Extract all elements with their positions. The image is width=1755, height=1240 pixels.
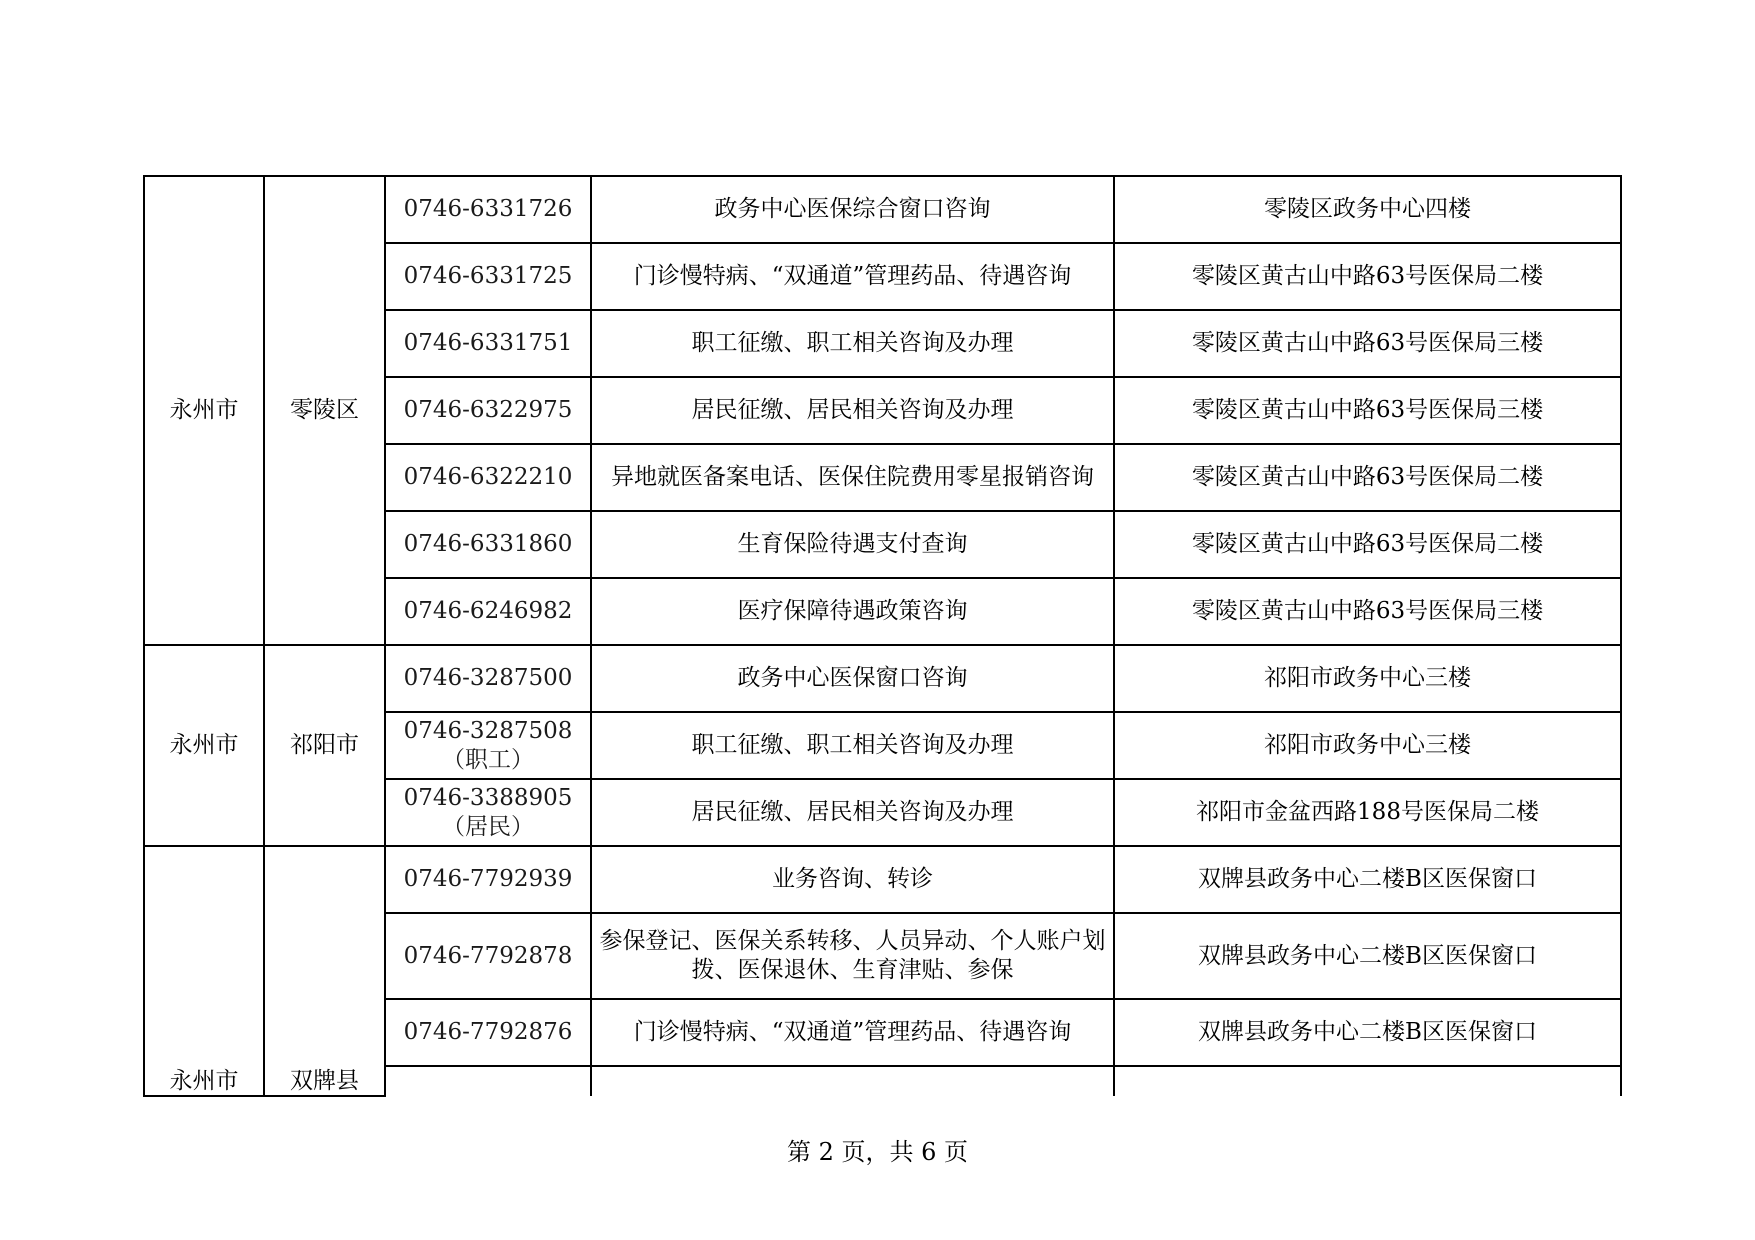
service-cell: 门诊慢特病、“双通道”管理药品、待遇咨询 <box>591 243 1114 310</box>
service-cell: 医疗保障待遇政策咨询 <box>591 578 1114 645</box>
phone-cell: 0746-7792876 <box>385 999 591 1066</box>
phone-cell: 0746-7792878 <box>385 913 591 999</box>
service-cell: 政务中心医保综合窗口咨询 <box>591 176 1114 243</box>
service-cell: 生育保险待遇支付查询 <box>591 511 1114 578</box>
service-cell: 异地就医备案电话、医保住院费用零星报销咨询 <box>591 444 1114 511</box>
page-number: 第 2 页，共 6 页 <box>786 1138 969 1166</box>
address-cell: 祁阳市政务中心三楼 <box>1114 712 1621 779</box>
address-cell: 零陵区黄古山中路63号医保局二楼 <box>1114 444 1621 511</box>
district-cell: 祁阳市 <box>264 645 385 846</box>
address-cell: 双牌县政务中心二楼B区医保窗口 <box>1114 846 1621 913</box>
table-row <box>144 176 1621 243</box>
phone-cell: 0746-7792939 <box>385 846 591 913</box>
service-cell: 参保登记、医保关系转移、人员异动、个人账户划拨、医保退休、生育津贴、参保 <box>591 913 1114 999</box>
table-row <box>144 846 1621 913</box>
contact-table <box>143 175 1622 1097</box>
district-cell: 双牌县 <box>264 846 385 1096</box>
service-cell: 居民征缴、居民相关咨询及办理 <box>591 779 1114 846</box>
phone-cell: 0746-3388905（居民） <box>385 779 591 846</box>
continued-cell <box>385 1066 591 1096</box>
district-cell: 零陵区 <box>264 176 385 645</box>
address-cell: 零陵区政务中心四楼 <box>1114 176 1621 243</box>
continued-cell <box>591 1066 1114 1096</box>
address-cell: 零陵区黄古山中路63号医保局三楼 <box>1114 578 1621 645</box>
phone-cell: 0746-6331860 <box>385 511 591 578</box>
service-cell: 职工征缴、职工相关咨询及办理 <box>591 712 1114 779</box>
service-cell: 业务咨询、转诊 <box>591 846 1114 913</box>
address-cell: 零陵区黄古山中路63号医保局二楼 <box>1114 243 1621 310</box>
city-cell: 永州市 <box>144 846 264 1096</box>
address-cell: 零陵区黄古山中路63号医保局三楼 <box>1114 310 1621 377</box>
phone-cell: 0746-6246982 <box>385 578 591 645</box>
city-cell: 永州市 <box>144 176 264 645</box>
address-cell: 祁阳市金盆西路188号医保局二楼 <box>1114 779 1621 846</box>
address-cell: 双牌县政务中心二楼B区医保窗口 <box>1114 913 1621 999</box>
table-viewport <box>143 175 1620 1094</box>
address-cell: 祁阳市政务中心三楼 <box>1114 645 1621 712</box>
continued-cell <box>1114 1066 1621 1096</box>
phone-cell: 0746-6322975 <box>385 377 591 444</box>
phone-cell: 0746-3287508（职工） <box>385 712 591 779</box>
phone-cell: 0746-6331725 <box>385 243 591 310</box>
service-cell: 门诊慢特病、“双通道”管理药品、待遇咨询 <box>591 999 1114 1066</box>
address-cell: 双牌县政务中心二楼B区医保窗口 <box>1114 999 1621 1066</box>
table-row <box>144 645 1621 712</box>
phone-cell: 0746-6331726 <box>385 176 591 243</box>
service-cell: 居民征缴、居民相关咨询及办理 <box>591 377 1114 444</box>
phone-cell: 0746-6331751 <box>385 310 591 377</box>
service-cell: 职工征缴、职工相关咨询及办理 <box>591 310 1114 377</box>
phone-cell: 0746-6322210 <box>385 444 591 511</box>
phone-cell: 0746-3287500 <box>385 645 591 712</box>
city-cell: 永州市 <box>144 645 264 846</box>
address-cell: 零陵区黄古山中路63号医保局三楼 <box>1114 377 1621 444</box>
service-cell: 政务中心医保窗口咨询 <box>591 645 1114 712</box>
address-cell: 零陵区黄古山中路63号医保局二楼 <box>1114 511 1621 578</box>
